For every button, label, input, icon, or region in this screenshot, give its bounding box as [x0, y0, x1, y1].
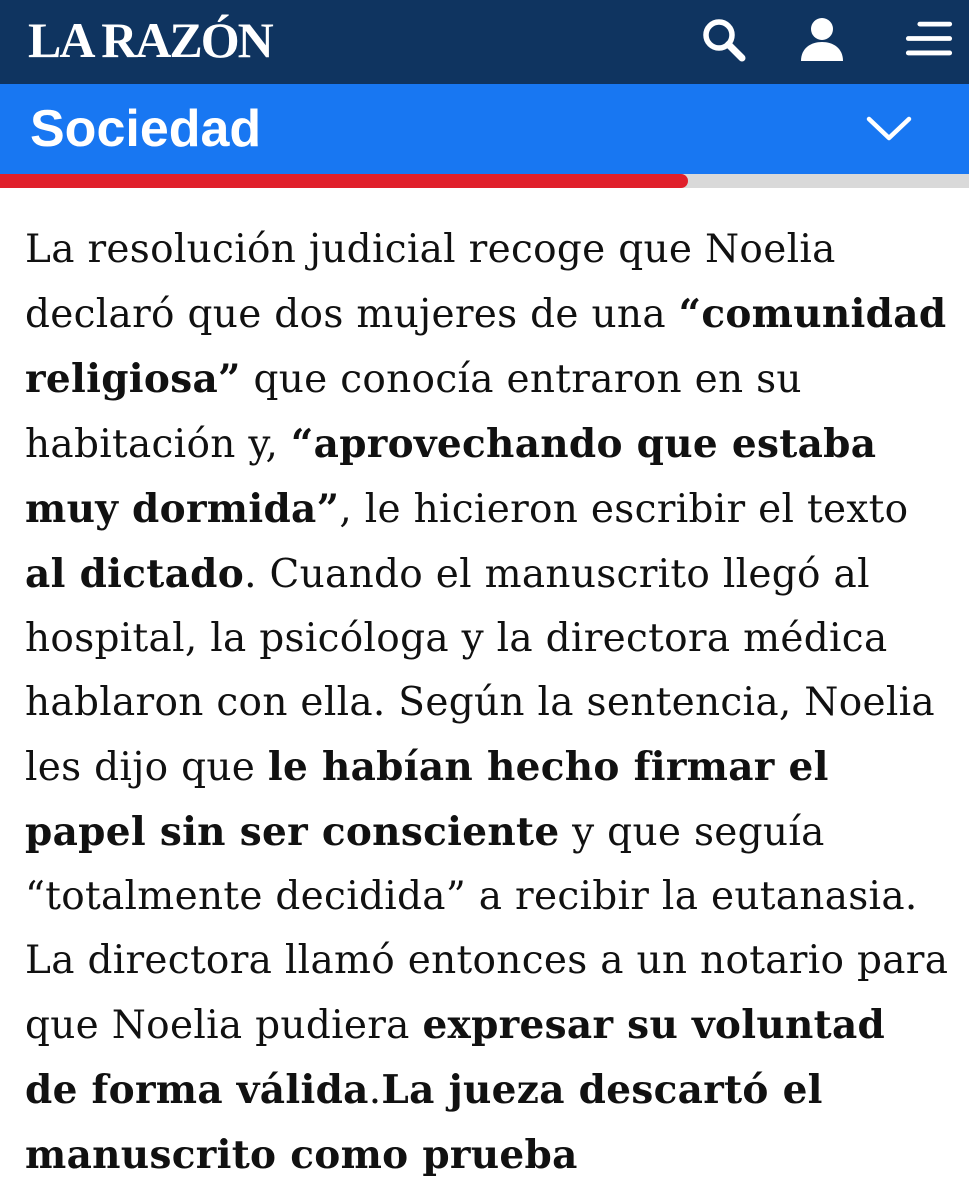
emphasized-text: le habían hecho firmar el papel sin ser consciente: [25, 744, 829, 855]
body-text: y que seguía “totalmente decidida” a recibir la eutanasia. La directora llamó entonces a un notario para que Noelia pudiera: [25, 810, 949, 1048]
search-button[interactable]: [698, 14, 748, 64]
menu-icon: [904, 17, 954, 61]
chevron-down-icon[interactable]: [865, 114, 913, 144]
emphasized-text: al dictado: [25, 551, 245, 597]
site-logo[interactable]: [28, 10, 272, 70]
emphasized-text: “comunidad religiosa”: [25, 291, 947, 402]
emphasized-text: “aprovechando que estaba muy dormida”: [25, 421, 877, 532]
body-text: .: [368, 1068, 382, 1113]
body-text: La resolución judicial recoge que Noelia declaró que dos mujeres de una: [25, 227, 836, 337]
emphasized-text: expresar su voluntad de forma válida: [25, 1002, 886, 1113]
body-text: , le hicieron escribir el texto: [339, 487, 909, 532]
user-icon: [798, 15, 846, 63]
menu-button[interactable]: [904, 14, 954, 64]
body-text: . Cuando el manuscrito llegó al hospital, la psicóloga y la directora médica hablaron con ella. Según la sentencia, Noelia les dijo que: [25, 552, 935, 790]
user-account-button[interactable]: [797, 14, 847, 64]
article-paragraph: [25, 218, 950, 1188]
site-logo-text: LA RAZÓN: [28, 12, 272, 68]
emphasized-text: La jueza descartó el manuscrito como prueba: [25, 1067, 823, 1178]
reading-progress-fill: [0, 174, 688, 188]
top-header: [0, 0, 969, 84]
section-title: Sociedad: [30, 100, 262, 158]
search-icon: [699, 15, 747, 63]
reading-progress-bar: [0, 174, 969, 188]
body-text: que conocía entraron en su habitación y,: [25, 357, 802, 467]
section-bar[interactable]: [0, 84, 969, 174]
